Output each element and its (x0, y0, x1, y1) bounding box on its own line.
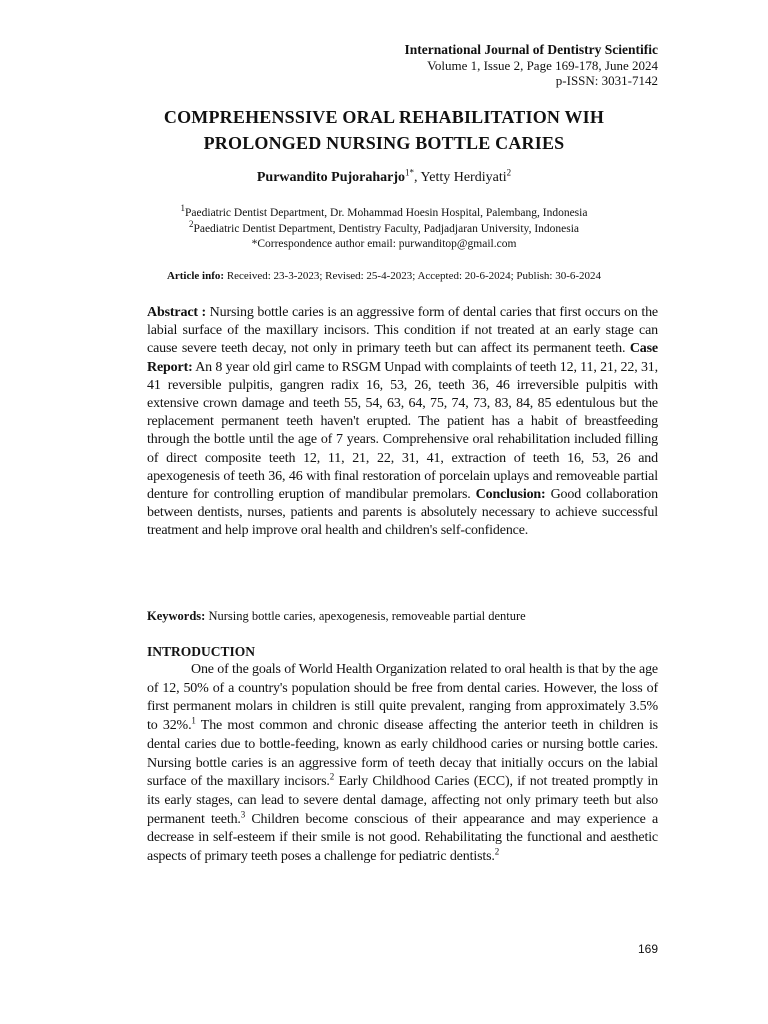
author-1: Purwandito Pujoraharjo (256, 170, 406, 185)
title-line-1: COMPREHENSSIVE ORAL REHABILITATION WIH (163, 107, 605, 127)
intro-text-1: One of the goals of World Health Organization related to oral health is that by the age of 12, 50% of a country's population should be free from dental caries. However, the loss of first permanent molars in children is still quite prevalent, ranging from approximately 3.5% to 32%. (147, 662, 658, 734)
abstract-label: Abstract : (147, 305, 207, 320)
article-info (100, 270, 668, 282)
affiliations (100, 203, 668, 253)
author-2-affil-mark: 2 (506, 167, 512, 178)
correspondence-email: *Correspondence author email: purwanditop@gmail.com (251, 238, 517, 250)
intro-text-3: Early Childhood Caries (ECC), if not treated promptly in its early stages, can lead to severe dental damage, affecting not only primary teeth but also permanent teeth. (147, 774, 659, 827)
issn: p-ISSN: 3031-7142 (555, 73, 658, 88)
introduction-heading: INTRODUCTION (147, 644, 256, 659)
keywords (147, 609, 658, 624)
citation-1: 1 (191, 715, 196, 726)
citation-3: 3 (240, 808, 246, 819)
affiliation-1-mark: 1 (180, 203, 186, 214)
author-separator: , (414, 170, 421, 185)
case-report-text: An 8 year old girl came to RSGM Unpad with complaints of teeth 12, 11, 21, 22, 31, 41 reversible pulpitis, gangren radix 16, 53, 26, teeth 36, 46 irreversible pulpitis with extensive crown damage and teeth 55, 54, 63, 64, 75, 74, 73, 83, 84, 85 edentulous but the replacement permanent teeth haven't erupted. The patient has a habit of breastfeeding through the bottle until the age of 7 years. Comprehensive oral rehabilitation included filling of direct composite teeth 12, 11, 21, 22, 31, 41, extraction of teeth 16, 53, 26 and apexogenesis of teeth 36, 46 with final restoration of porcelain uplays and removeable partial denture for controlling eruption of mandibular premolars. (147, 359, 658, 503)
intro-text-2: The most common and chronic disease affecting the anterior teeth in children is dental caries due to bottle-feeding, known as early childhood caries or nursing bottle caries. Nursing bottle caries is an aggressive form of teeth decay that initially occurs on the labial surface of the maxillary incisors. (147, 718, 658, 790)
introduction-paragraph (147, 661, 658, 867)
affiliation-2 (100, 218, 668, 238)
affiliation-1-text: Paediatric Dentist Department, Dr. Mohammad Hoesin Hospital, Palembang, Indonesia (185, 207, 588, 219)
journal-name: International Journal of Dentistry Scientific (404, 42, 658, 57)
author-list (100, 167, 668, 186)
author-1-affil-mark: 1* (405, 167, 415, 178)
volume-line: Volume 1, Issue 2, Page 169-178, June 2024 (427, 57, 658, 73)
abstract-intro-text: Nursing bottle caries is an aggressive form of dental caries that first occurs on the labial surface of the maxillary incisors. This condition if not treated at an early stage can cause severe teeth decay, not only in primary teeth but can affect its permanent teeth. (147, 305, 658, 357)
title-line-2: PROLONGED NURSING BOTTLE CARIES (203, 133, 565, 153)
intro-text-4: Children become conscious of their appearance and may experience a decrease in self-esteem if their smile is not good. Rehabilitating the functional and aesthetic aspects of primary teeth poses a challenge for pediatric dentists. (147, 811, 659, 865)
affiliation-2-mark: 2 (188, 218, 194, 229)
keywords-label: Keywords: (147, 609, 206, 623)
citation-4: 2 (494, 846, 500, 857)
citation-2: 2 (329, 771, 335, 782)
affiliation-2-text: Paediatric Dentist Department, Dentistry Faculty, Padjadjaran University, Indonesia (193, 222, 580, 235)
author-2: Yetty Herdiyati (420, 170, 507, 185)
conclusion-text: Good collaboration between dentists, nurses, patients and parents is absolutely necessary to achieve successful treatment and help improve oral health and children's self-confidence. (147, 487, 658, 539)
affiliation-1 (100, 203, 668, 222)
page-number: 169 (637, 942, 658, 956)
abstract (147, 304, 658, 541)
conclusion-label: Conclusion: (475, 487, 546, 503)
paper-title (100, 104, 668, 156)
article-info-dates: Received: 23-3-2023; Revised: 25-4-2023; Accepted: 20-6-2024; Publish: 30-6-2024 (224, 270, 602, 282)
article-info-label: Article info: (166, 270, 225, 282)
journal-header (405, 42, 658, 89)
case-report-label: Case Report: (147, 341, 658, 375)
keywords-text: Nursing bottle caries, apexogenesis, removeable partial denture (205, 609, 526, 623)
